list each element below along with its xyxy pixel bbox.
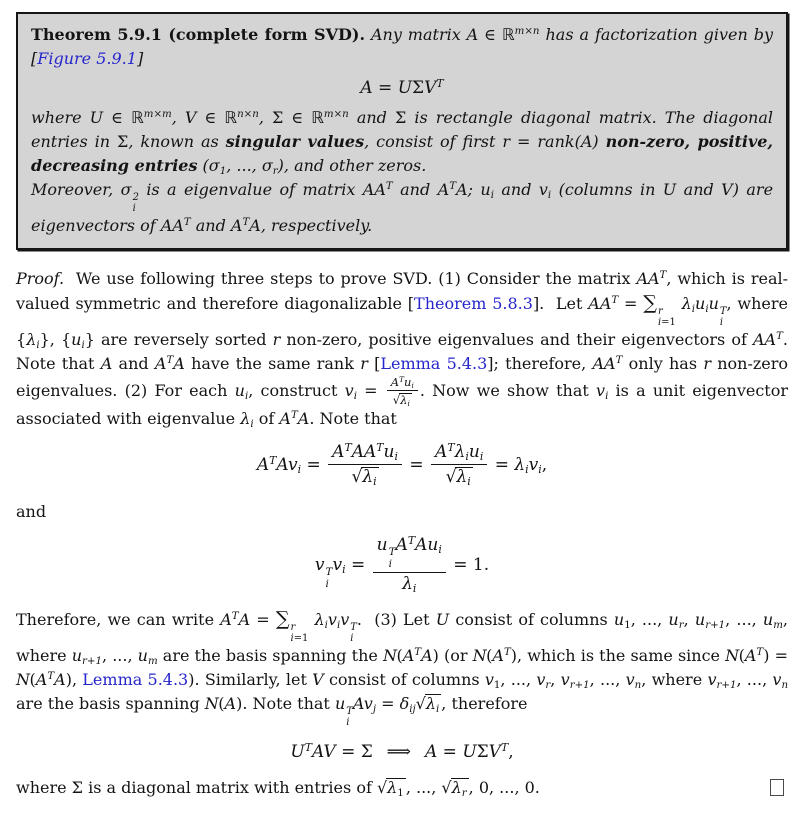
display-equation-UTAV: $U^TAV = \Sigma$ ⟹ $A = U\Sigma V^T$,: [290, 740, 514, 762]
qed-box: [770, 779, 784, 796]
closing-text: where Σ is a diagonal matrix with entries of $√\lambda_1$ , ..., $√\lambda_r$ , 0, ..., 0.: [16, 777, 540, 799]
theorem-moreover-text: Moreover, σ 2 i is a eigenvalue of matrix $AA^T$ and $A^TA$; $u_i$ and $v_i$ (columns in U and V) are eigenvectors of $AA^T$ and $A^TA$, respectively.: [31, 180, 774, 235]
proof-connector-and: and: [16, 501, 47, 521]
theorem-heading: Theorem 5.9.1 (complete form SVD).: [31, 25, 366, 44]
display-equation-ATAvi: $A^TAv_i$ = $\frac{A^TAA^Tu_i}{√\lambda_i}$ = $\frac{A^T\lambda_iu_i}{√\lambda_i}$ = $\lambda_iv_i$,: [256, 440, 548, 489]
display-equation-vTvi: v T i $v_i$ = u T i $A^TAu_i$ $\lambda_i$ = 1.: [314, 533, 490, 596]
proof-closing-line: [16, 776, 788, 800]
proof-paragraph-1: Proof. We use following three steps to prove SVD. (1) Consider the matrix $AA^T$, which is real-valued symmetric and therefore diagonalizable [Theorem 5.8.3]. Let $AA^T$ = ∑ r i=1 $\lambda_iu_iu$ T i , where $\{\lambda_i\}$, $\{u_i\}$ are reversely sorted r non-zero, positive eigenvalues and their eigenvectors of $AA^T$. Note that A and $A^TA$ have the same rank r [Lemma 5.4.3]; therefore, $AA^T$ only has r non-zero eigenvalues. (2) For each $u_i$, construct $v_i$ = $\frac{A^Tu_i}{√\lambda_i}$ . Now we show that $v_i$ is a unit eigenvector associated with eigenvalue $\lambda_i$ of $A^TA$. Note that: [16, 268, 789, 430]
lemma-5-4-3-link-1[interactable]: Lemma 5.4.3: [380, 353, 488, 373]
proof-section: [16, 267, 788, 800]
theorem-intro-text: Any matrix A ∈ ℝ$^{m\times n}$ has a factorization given by [Figure 5.9.1]: [31, 25, 774, 68]
theorem-statement-intro: [31, 23, 773, 71]
theorem-5-8-3-link[interactable]: Theorem 5.8.3: [414, 293, 533, 313]
figure-5-9-1-link[interactable]: Figure 5.9.1: [37, 49, 137, 68]
lemma-5-4-3-link-2[interactable]: Lemma 5.4.3: [82, 669, 189, 689]
theorem-body-text: where U ∈ ℝ$^{m\times m}$, V ∈ ℝ$^{n\times n}$, Σ ∈ ℝ$^{m\times n}$ and Σ is rectangle diagonal matrix. The diagonal entries in Σ, known as singular values, consist of first r = rank(A) non-zero, positive, decreasing entries ($\sigma_1$, ..., $\sigma_r$), and other zeros.: [31, 108, 774, 177]
svd-main-equation: $A = U\Sigma V^T$: [360, 77, 444, 98]
theorem-box: [16, 12, 788, 250]
proof-paragraph-2: Therefore, we can write $A^TA$ = ∑ r i=1 $\lambda_iv_iv$ T i . (3) Let U consist of columns $u_1$, ..., $u_r$, $u_{r+1}$, ..., $u_m$, where $u_{r+1}$, ..., $u_m$ are the basis spanning the $N(A^TA)$ (or $N(A^T)$, which is the same since $N(A^T) = N(A^TA)$, Lemma 5.4.3). Similarly, let V consist of columns $v_1$, ..., $v_r$, $v_{r+1}$, ..., $v_n$, where $v_{r+1}$, ..., $v_n$ are the basis spanning N(A). Note that u T i $Av_j = \delta_{ij}√\lambda_i$ , therefore: [16, 606, 789, 728]
